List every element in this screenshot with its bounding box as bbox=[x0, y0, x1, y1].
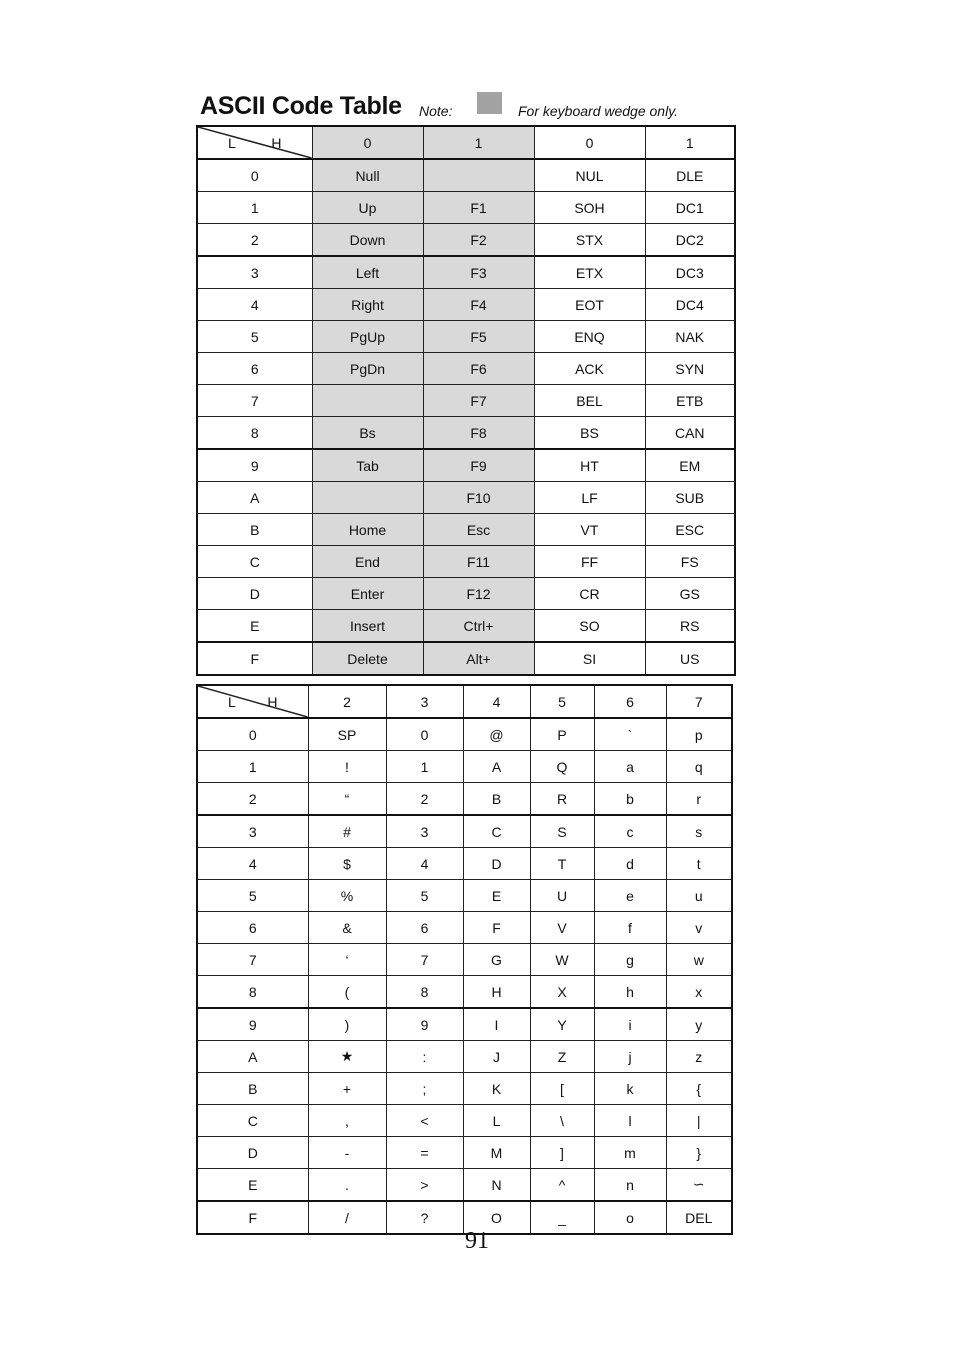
table-cell: BS bbox=[534, 417, 645, 450]
table-cell: W bbox=[530, 944, 594, 976]
table-row bbox=[197, 1041, 732, 1073]
table-cell: F12 bbox=[423, 578, 534, 610]
row-header: 2 bbox=[197, 783, 308, 816]
table-cell: f bbox=[594, 912, 666, 944]
row-header: 4 bbox=[197, 289, 312, 321]
table-cell: k bbox=[594, 1073, 666, 1105]
row-header: 8 bbox=[197, 976, 308, 1009]
table-row bbox=[197, 417, 735, 450]
table-row bbox=[197, 783, 732, 816]
row-header: 7 bbox=[197, 944, 308, 976]
row-header: C bbox=[197, 1105, 308, 1137]
table-cell: F5 bbox=[423, 321, 534, 353]
corner-cell bbox=[197, 685, 308, 718]
table-cell: Alt+ bbox=[423, 642, 534, 675]
table-cell: ACK bbox=[534, 353, 645, 385]
column-header: 0 bbox=[312, 126, 423, 159]
row-header: 3 bbox=[197, 256, 312, 289]
table-row bbox=[197, 1073, 732, 1105]
table-cell: SOH bbox=[534, 192, 645, 224]
table-row bbox=[197, 912, 732, 944]
table-cell: ] bbox=[530, 1137, 594, 1169]
table-cell: # bbox=[308, 815, 386, 848]
row-header: 6 bbox=[197, 353, 312, 385]
table-cell: < bbox=[386, 1105, 463, 1137]
table-row bbox=[197, 718, 732, 751]
table-cell: [ bbox=[530, 1073, 594, 1105]
note-label: Note: bbox=[419, 103, 453, 119]
row-header: D bbox=[197, 1137, 308, 1169]
table-cell: } bbox=[666, 1137, 732, 1169]
table-cell: B bbox=[463, 783, 530, 816]
table-cell: Down bbox=[312, 224, 423, 257]
table-cell: GS bbox=[645, 578, 735, 610]
table-row bbox=[197, 1169, 732, 1202]
table-cell: X bbox=[530, 976, 594, 1009]
table-row bbox=[197, 944, 732, 976]
table-cell: HT bbox=[534, 449, 645, 482]
table-cell: h bbox=[594, 976, 666, 1009]
row-header: B bbox=[197, 1073, 308, 1105]
table-cell: c bbox=[594, 815, 666, 848]
table-cell: \ bbox=[530, 1105, 594, 1137]
low-nibble-label: L bbox=[228, 694, 236, 710]
table-cell: 5 bbox=[386, 880, 463, 912]
row-header: E bbox=[197, 1169, 308, 1202]
table-cell: CR bbox=[534, 578, 645, 610]
table-cell: LF bbox=[534, 482, 645, 514]
row-header: C bbox=[197, 546, 312, 578]
table-cell: US bbox=[645, 642, 735, 675]
table-row bbox=[197, 192, 735, 224]
table-cell: PgDn bbox=[312, 353, 423, 385]
table-cell: Q bbox=[530, 751, 594, 783]
column-header: 5 bbox=[530, 685, 594, 718]
table-cell: F3 bbox=[423, 256, 534, 289]
table-cell: Left bbox=[312, 256, 423, 289]
table-cell: 3 bbox=[386, 815, 463, 848]
table-cell: Home bbox=[312, 514, 423, 546]
table-cell: L bbox=[463, 1105, 530, 1137]
table-cell: Null bbox=[312, 159, 423, 192]
table-cell: ETB bbox=[645, 385, 735, 417]
table-row bbox=[197, 514, 735, 546]
table-cell: . bbox=[308, 1169, 386, 1202]
table-row bbox=[197, 610, 735, 643]
table-cell: ` bbox=[594, 718, 666, 751]
column-header: 3 bbox=[386, 685, 463, 718]
table-cell: G bbox=[463, 944, 530, 976]
table-cell: 9 bbox=[386, 1008, 463, 1041]
table-row bbox=[197, 353, 735, 385]
table-cell: ? bbox=[386, 1201, 463, 1234]
row-header: 4 bbox=[197, 848, 308, 880]
table-cell: F11 bbox=[423, 546, 534, 578]
row-header: 3 bbox=[197, 815, 308, 848]
table-row bbox=[197, 321, 735, 353]
table-cell: C bbox=[463, 815, 530, 848]
table-cell bbox=[423, 159, 534, 192]
table-cell: DLE bbox=[645, 159, 735, 192]
table-cell: w bbox=[666, 944, 732, 976]
table-cell: l bbox=[594, 1105, 666, 1137]
table-cell: RS bbox=[645, 610, 735, 643]
table-cell: , bbox=[308, 1105, 386, 1137]
table-row bbox=[197, 546, 735, 578]
row-header: 6 bbox=[197, 912, 308, 944]
table-cell: ^ bbox=[530, 1169, 594, 1202]
header-row bbox=[197, 685, 732, 718]
table-cell: VT bbox=[534, 514, 645, 546]
table-cell: “ bbox=[308, 783, 386, 816]
table-cell: F7 bbox=[423, 385, 534, 417]
row-header: D bbox=[197, 578, 312, 610]
table-cell: p bbox=[666, 718, 732, 751]
table-cell: DC4 bbox=[645, 289, 735, 321]
row-header: 1 bbox=[197, 192, 312, 224]
table-cell: ) bbox=[308, 1008, 386, 1041]
table-cell: NAK bbox=[645, 321, 735, 353]
table-cell: F10 bbox=[423, 482, 534, 514]
high-nibble-label: H bbox=[267, 694, 278, 710]
table-row bbox=[197, 256, 735, 289]
table-cell: @ bbox=[463, 718, 530, 751]
row-header: 0 bbox=[197, 718, 308, 751]
table-cell: Up bbox=[312, 192, 423, 224]
row-header: 7 bbox=[197, 385, 312, 417]
table-cell: Delete bbox=[312, 642, 423, 675]
table-cell: U bbox=[530, 880, 594, 912]
table-cell: 7 bbox=[386, 944, 463, 976]
table-cell: Insert bbox=[312, 610, 423, 643]
table-row bbox=[197, 224, 735, 257]
table-cell: = bbox=[386, 1137, 463, 1169]
table-cell: ( bbox=[308, 976, 386, 1009]
table-cell: T bbox=[530, 848, 594, 880]
table-cell: NUL bbox=[534, 159, 645, 192]
table-cell: % bbox=[308, 880, 386, 912]
row-header: F bbox=[197, 642, 312, 675]
table-cell: STX bbox=[534, 224, 645, 257]
table-row bbox=[197, 578, 735, 610]
table-cell: F2 bbox=[423, 224, 534, 257]
row-header: B bbox=[197, 514, 312, 546]
table-row bbox=[197, 976, 732, 1009]
table-cell: F4 bbox=[423, 289, 534, 321]
table-cell: S bbox=[530, 815, 594, 848]
table-cell: I bbox=[463, 1008, 530, 1041]
table-cell: ESC bbox=[645, 514, 735, 546]
row-header: 5 bbox=[197, 321, 312, 353]
page-header bbox=[200, 90, 740, 124]
page-number: 91 bbox=[465, 1228, 489, 1254]
table-row bbox=[197, 289, 735, 321]
table-cell: SI bbox=[534, 642, 645, 675]
table-cell: d bbox=[594, 848, 666, 880]
row-header: A bbox=[197, 1041, 308, 1073]
table-cell: PgUp bbox=[312, 321, 423, 353]
table-cell: P bbox=[530, 718, 594, 751]
table-cell: DC1 bbox=[645, 192, 735, 224]
table-cell: ; bbox=[386, 1073, 463, 1105]
column-header: 6 bbox=[594, 685, 666, 718]
table-cell: g bbox=[594, 944, 666, 976]
table-cell: u bbox=[666, 880, 732, 912]
table-cell: ★ bbox=[308, 1041, 386, 1073]
table-cell: 4 bbox=[386, 848, 463, 880]
row-header: 0 bbox=[197, 159, 312, 192]
row-header: 8 bbox=[197, 417, 312, 450]
table-cell: 2 bbox=[386, 783, 463, 816]
note-text: For keyboard wedge only. bbox=[518, 103, 679, 119]
table-cell: F8 bbox=[423, 417, 534, 450]
table-cell: DEL bbox=[666, 1201, 732, 1234]
column-header: 1 bbox=[423, 126, 534, 159]
table-cell: SP bbox=[308, 718, 386, 751]
column-header: 2 bbox=[308, 685, 386, 718]
table-cell: n bbox=[594, 1169, 666, 1202]
table-cell: Right bbox=[312, 289, 423, 321]
high-nibble-label: H bbox=[271, 135, 282, 151]
table-row bbox=[197, 1137, 732, 1169]
table-cell: Y bbox=[530, 1008, 594, 1041]
table-cell: F1 bbox=[423, 192, 534, 224]
table-cell: CAN bbox=[645, 417, 735, 450]
table-cell: - bbox=[308, 1137, 386, 1169]
table-row bbox=[197, 1008, 732, 1041]
table-cell: z bbox=[666, 1041, 732, 1073]
shade-legend-swatch bbox=[477, 92, 502, 114]
table-cell: FF bbox=[534, 546, 645, 578]
table-cell: $ bbox=[308, 848, 386, 880]
row-header: 2 bbox=[197, 224, 312, 257]
table-cell: Bs bbox=[312, 417, 423, 450]
table-cell: ETX bbox=[534, 256, 645, 289]
table-row bbox=[197, 482, 735, 514]
table-cell: J bbox=[463, 1041, 530, 1073]
table-cell: Ctrl+ bbox=[423, 610, 534, 643]
table-cell: t bbox=[666, 848, 732, 880]
table-cell: a bbox=[594, 751, 666, 783]
column-header: 7 bbox=[666, 685, 732, 718]
table-cell: F bbox=[463, 912, 530, 944]
table-cell: s bbox=[666, 815, 732, 848]
table-row bbox=[197, 642, 735, 675]
table-cell: F9 bbox=[423, 449, 534, 482]
table-cell: ENQ bbox=[534, 321, 645, 353]
table-cell: m bbox=[594, 1137, 666, 1169]
table-cell: v bbox=[666, 912, 732, 944]
low-nibble-label: L bbox=[228, 135, 236, 151]
table-cell: | bbox=[666, 1105, 732, 1137]
row-header: 1 bbox=[197, 751, 308, 783]
table-cell: V bbox=[530, 912, 594, 944]
table-row bbox=[197, 385, 735, 417]
table-cell: SO bbox=[534, 610, 645, 643]
table-cell: SUB bbox=[645, 482, 735, 514]
table-cell: ‘ bbox=[308, 944, 386, 976]
table-cell: F6 bbox=[423, 353, 534, 385]
table-cell: Enter bbox=[312, 578, 423, 610]
table-cell: DC3 bbox=[645, 256, 735, 289]
table-cell: O bbox=[463, 1201, 530, 1234]
table-cell bbox=[312, 385, 423, 417]
table-row bbox=[197, 848, 732, 880]
diagonal-divider bbox=[198, 686, 308, 717]
table-cell: DC2 bbox=[645, 224, 735, 257]
table-cell: 0 bbox=[386, 718, 463, 751]
row-header: A bbox=[197, 482, 312, 514]
table-cell: _ bbox=[530, 1201, 594, 1234]
table-cell: End bbox=[312, 546, 423, 578]
table-cell: N bbox=[463, 1169, 530, 1202]
table-row bbox=[197, 1105, 732, 1137]
ascii-table-control-codes bbox=[196, 125, 736, 676]
table-cell: y bbox=[666, 1008, 732, 1041]
table-cell: ∽ bbox=[666, 1169, 732, 1202]
table-cell: 6 bbox=[386, 912, 463, 944]
table-cell: j bbox=[594, 1041, 666, 1073]
table-cell: o bbox=[594, 1201, 666, 1234]
table-cell: Z bbox=[530, 1041, 594, 1073]
table-cell: FS bbox=[645, 546, 735, 578]
table-cell: SYN bbox=[645, 353, 735, 385]
column-header: 0 bbox=[534, 126, 645, 159]
table-cell: EM bbox=[645, 449, 735, 482]
table-cell: EOT bbox=[534, 289, 645, 321]
table-cell: BEL bbox=[534, 385, 645, 417]
table-cell: x bbox=[666, 976, 732, 1009]
table-cell: > bbox=[386, 1169, 463, 1202]
table-cell: D bbox=[463, 848, 530, 880]
table-row bbox=[197, 751, 732, 783]
table-row bbox=[197, 880, 732, 912]
table-cell: & bbox=[308, 912, 386, 944]
table-cell: : bbox=[386, 1041, 463, 1073]
table-cell bbox=[312, 482, 423, 514]
ascii-table-printable-codes bbox=[196, 684, 733, 1235]
table-cell: b bbox=[594, 783, 666, 816]
table-cell: R bbox=[530, 783, 594, 816]
table-cell: M bbox=[463, 1137, 530, 1169]
header-row bbox=[197, 126, 735, 159]
row-header: 5 bbox=[197, 880, 308, 912]
table-cell: + bbox=[308, 1073, 386, 1105]
table-cell: K bbox=[463, 1073, 530, 1105]
table-cell: Tab bbox=[312, 449, 423, 482]
column-header: 4 bbox=[463, 685, 530, 718]
page-title: ASCII Code Table bbox=[200, 92, 402, 120]
diagonal-divider bbox=[198, 127, 312, 158]
table-cell: ! bbox=[308, 751, 386, 783]
table-cell: 1 bbox=[386, 751, 463, 783]
table-cell: r bbox=[666, 783, 732, 816]
table-cell: E bbox=[463, 880, 530, 912]
table-cell: Esc bbox=[423, 514, 534, 546]
row-header: E bbox=[197, 610, 312, 643]
corner-cell bbox=[197, 126, 312, 159]
table-cell: { bbox=[666, 1073, 732, 1105]
column-header: 1 bbox=[645, 126, 735, 159]
row-header: 9 bbox=[197, 449, 312, 482]
table-cell: A bbox=[463, 751, 530, 783]
table-row bbox=[197, 159, 735, 192]
table-cell: / bbox=[308, 1201, 386, 1234]
table-cell: H bbox=[463, 976, 530, 1009]
table-cell: q bbox=[666, 751, 732, 783]
table-row bbox=[197, 815, 732, 848]
table-row bbox=[197, 449, 735, 482]
row-header: F bbox=[197, 1201, 308, 1234]
table-cell: 8 bbox=[386, 976, 463, 1009]
row-header: 9 bbox=[197, 1008, 308, 1041]
table-cell: e bbox=[594, 880, 666, 912]
table-cell: i bbox=[594, 1008, 666, 1041]
